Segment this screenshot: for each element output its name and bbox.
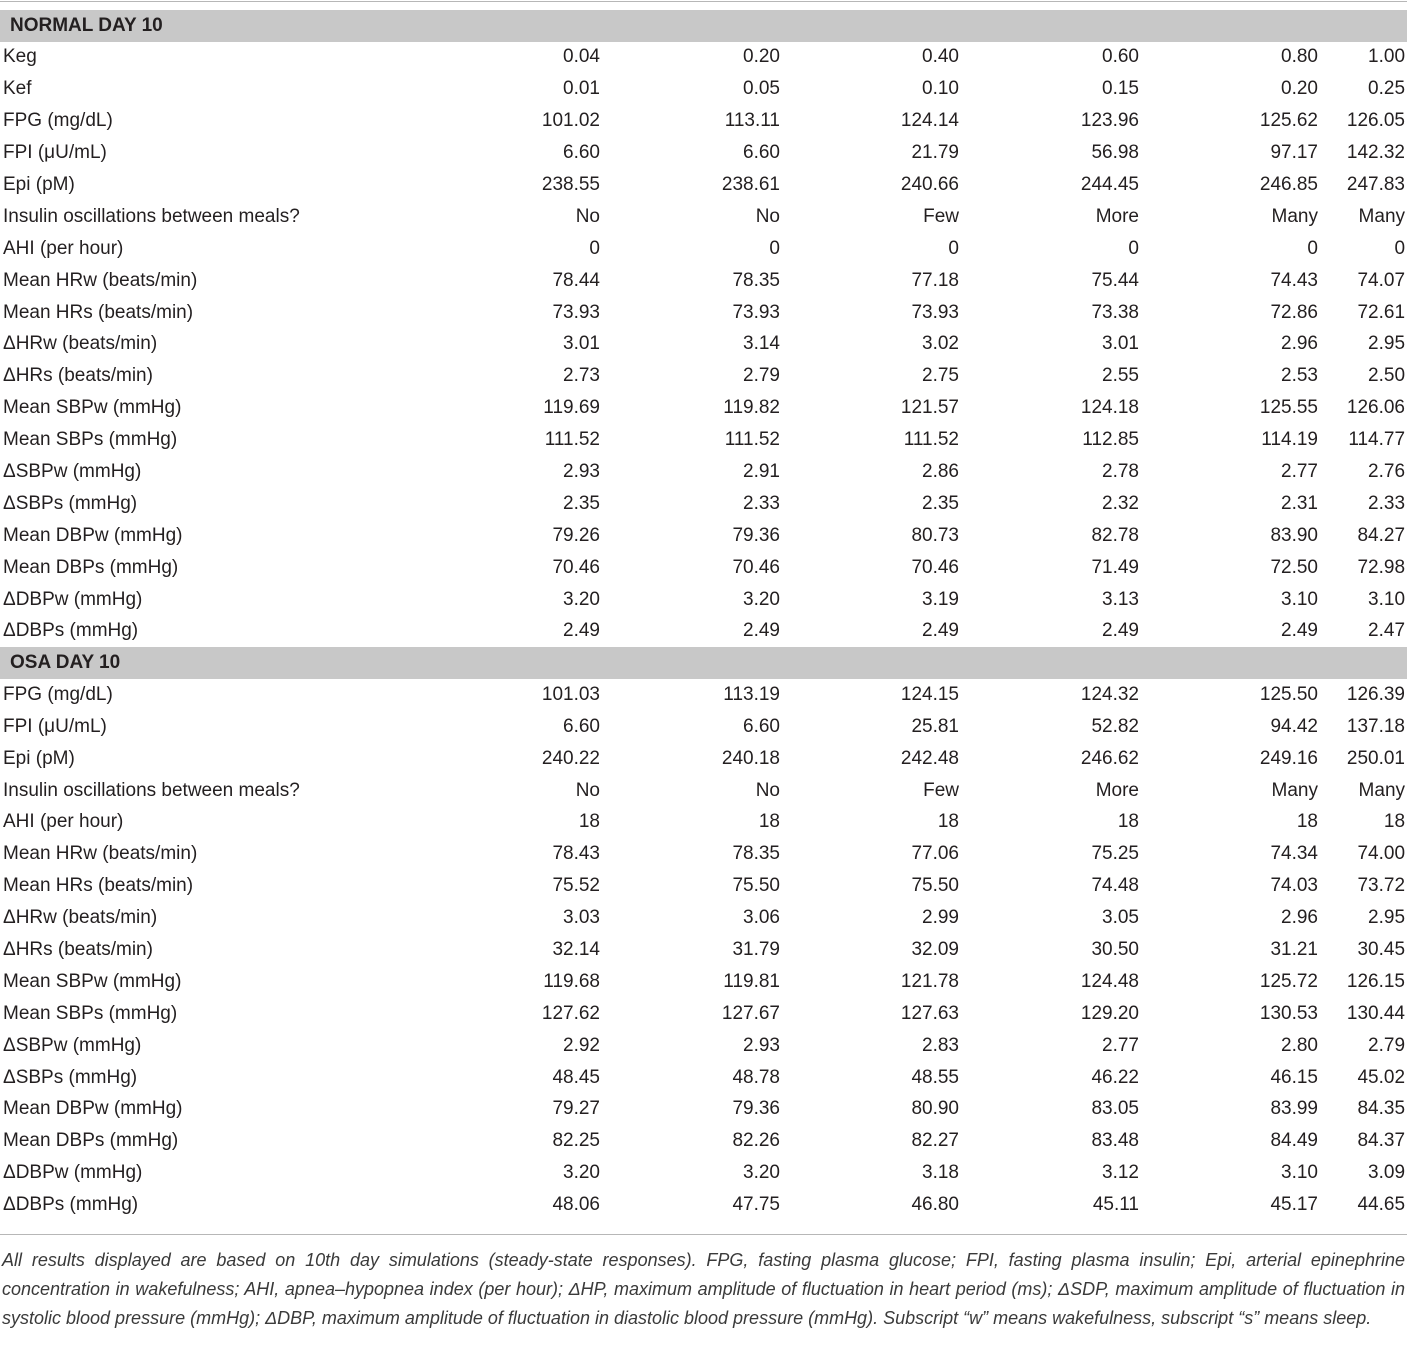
table-row — [0, 966, 1407, 998]
row-label: ΔSBPw (mmHg) — [3, 1034, 142, 1056]
table-cell: 112.85 — [1082, 429, 1139, 451]
table-cell: 124.14 — [900, 110, 959, 132]
table-cell: 3.01 — [563, 333, 600, 355]
row-label: ΔHRs (beats/min) — [3, 365, 153, 387]
row-label: ΔHRw (beats/min) — [3, 907, 158, 929]
table-row — [0, 392, 1407, 424]
table-cell: Many — [1358, 205, 1406, 227]
table-cell: 2.76 — [1368, 461, 1406, 483]
table-cell: 126.15 — [1346, 970, 1406, 992]
table-cell: 3.03 — [563, 907, 600, 929]
section-title: NORMAL DAY 10 — [0, 10, 1407, 42]
table-cell: 119.68 — [543, 970, 600, 992]
row-label: ΔDBPs (mmHg) — [3, 620, 139, 642]
table-cell: 46.80 — [911, 1194, 959, 1216]
table-cell: 240.22 — [541, 747, 600, 769]
table-cell: 125.50 — [1259, 683, 1318, 705]
table-cell: 2.75 — [922, 365, 959, 387]
table-cell: 3.10 — [1368, 588, 1406, 610]
table-cell: 111.52 — [724, 429, 780, 451]
table-cell: 123.96 — [1080, 110, 1139, 132]
table-cell: 247.83 — [1346, 174, 1406, 195]
table-cell: 2.49 — [743, 620, 780, 642]
table-cell: Few — [923, 779, 959, 801]
table-cell: 44.65 — [1357, 1194, 1406, 1216]
table-cell: 0.80 — [1281, 46, 1318, 68]
table-cell: 75.50 — [732, 875, 780, 897]
table-cell: 73.93 — [552, 301, 600, 323]
table-cell: 47.75 — [732, 1194, 780, 1216]
table-row — [0, 1125, 1407, 1157]
section-header-row — [0, 647, 1407, 679]
table-cell: 32.14 — [552, 938, 600, 960]
table-cell: 48.55 — [911, 1066, 959, 1088]
row-label: ΔSBPs (mmHg) — [3, 492, 138, 514]
table-cell: 0.01 — [563, 78, 600, 100]
table-cell: 46.22 — [1091, 1066, 1139, 1088]
table-row — [0, 1189, 1407, 1221]
table-row — [0, 998, 1407, 1030]
table-row — [0, 42, 1407, 74]
table-cell: No — [755, 779, 780, 801]
table-cell: 72.61 — [1357, 301, 1406, 323]
table-cell: 83.48 — [1091, 1130, 1139, 1152]
table-cell: 2.78 — [1102, 461, 1139, 483]
table-cell: No — [575, 205, 600, 227]
table-row — [0, 265, 1407, 297]
section-title: OSA DAY 10 — [0, 647, 1407, 679]
table-cell: 2.47 — [1368, 620, 1406, 642]
table-row — [0, 329, 1407, 361]
table-cell: 127.63 — [900, 1002, 959, 1024]
table-cell: 6.60 — [563, 715, 600, 737]
table-cell: 0.10 — [922, 78, 959, 100]
table-cell: No — [755, 205, 780, 227]
table-cell: 82.78 — [1091, 524, 1139, 546]
table-cell: 240.66 — [900, 174, 959, 195]
row-label: Insulin oscillations between meals? — [3, 779, 300, 801]
table-cell: 2.35 — [563, 492, 600, 514]
table-cell: 2.32 — [1102, 492, 1139, 514]
table-cell: 73.72 — [1357, 875, 1406, 897]
row-label: ΔDBPw (mmHg) — [3, 588, 143, 610]
row-label: Keg — [3, 46, 37, 68]
table-row — [0, 1030, 1407, 1062]
table-cell: 2.95 — [1368, 907, 1406, 929]
row-label: Mean DBPw (mmHg) — [3, 1098, 183, 1120]
row-label: ΔSBPs (mmHg) — [3, 1066, 138, 1088]
table-cell: 126.39 — [1346, 683, 1406, 705]
table-cell: 126.06 — [1346, 397, 1406, 419]
table-cell: 2.93 — [743, 1034, 780, 1056]
table-cell: 119.81 — [723, 970, 780, 992]
table-cell: 242.48 — [900, 747, 959, 769]
table-cell: 78.43 — [552, 843, 600, 865]
table-cell: 0 — [589, 237, 600, 259]
row-label: Mean SBPs (mmHg) — [3, 429, 178, 451]
row-label: Mean DBPs (mmHg) — [3, 1130, 179, 1152]
table-cell: 97.17 — [1270, 142, 1318, 164]
table-cell: 0.20 — [1281, 78, 1318, 100]
table-cell: 249.16 — [1259, 747, 1318, 769]
table-cell: 74.07 — [1357, 269, 1406, 291]
table-cell: 0.40 — [922, 46, 959, 68]
table-cell: 83.90 — [1270, 524, 1318, 546]
table-row — [0, 679, 1407, 711]
table-cell: 48.45 — [552, 1066, 600, 1088]
table-row — [0, 775, 1407, 807]
table-cell: 2.91 — [743, 461, 780, 483]
table-cell: 2.49 — [922, 620, 959, 642]
row-label: Insulin oscillations between meals? — [3, 205, 300, 227]
table-row — [0, 73, 1407, 105]
table-cell: 111.52 — [544, 429, 600, 451]
table-cell: 77.06 — [911, 843, 959, 865]
table-row — [0, 934, 1407, 966]
row-label: Epi (pM) — [3, 174, 75, 195]
table-cell: 2.99 — [922, 907, 959, 929]
table-cell: 83.99 — [1270, 1098, 1318, 1120]
table-cell: 79.36 — [732, 1098, 780, 1120]
table-cell: 2.53 — [1281, 365, 1318, 387]
table-cell: 124.15 — [900, 683, 959, 705]
table-cell: 45.17 — [1270, 1194, 1318, 1216]
table-cell: More — [1095, 779, 1139, 801]
table-row — [0, 616, 1407, 648]
table-cell: 3.20 — [743, 588, 780, 610]
table-row — [0, 201, 1407, 233]
table-cell: 114.77 — [1348, 429, 1406, 451]
table-body — [0, 10, 1407, 1221]
table-cell: 32.09 — [911, 938, 959, 960]
table-cell: 3.12 — [1102, 1162, 1139, 1184]
table-cell: 114.19 — [1261, 429, 1318, 451]
table-cell: 74.03 — [1270, 875, 1318, 897]
table-cell: 80.73 — [911, 524, 959, 546]
table-cell: 3.01 — [1102, 333, 1139, 355]
table-cell: 246.62 — [1080, 747, 1139, 769]
table-cell: 78.44 — [552, 269, 600, 291]
table-cell: 244.45 — [1080, 174, 1139, 195]
table-cell: 73.93 — [911, 301, 959, 323]
table-cell: 127.67 — [721, 1002, 780, 1024]
row-label: Mean HRw (beats/min) — [3, 269, 198, 291]
table-cell: 129.20 — [1080, 1002, 1139, 1024]
row-label: AHI (per hour) — [3, 237, 124, 259]
table-cell: 130.53 — [1259, 1002, 1318, 1024]
row-label: ΔDBPs (mmHg) — [3, 1194, 139, 1216]
table-cell: 77.18 — [911, 269, 959, 291]
table-cell: 45.11 — [1092, 1194, 1139, 1216]
row-label: Mean HRw (beats/min) — [3, 843, 198, 865]
table-cell: 48.78 — [732, 1066, 780, 1088]
table-cell: 3.20 — [743, 1162, 780, 1184]
table-cell: 142.32 — [1346, 142, 1406, 164]
table-cell: 119.82 — [723, 397, 780, 419]
table-cell: 48.06 — [552, 1194, 600, 1216]
table-cell: 21.79 — [911, 142, 959, 164]
table-cell: 73.93 — [732, 301, 780, 323]
table-cell: 74.48 — [1091, 875, 1139, 897]
table-cell: 1.00 — [1368, 46, 1406, 68]
table-cell: 3.09 — [1368, 1162, 1406, 1184]
table-row — [0, 711, 1407, 743]
table-cell: 3.02 — [922, 333, 959, 355]
row-label: Mean DBPs (mmHg) — [3, 556, 179, 578]
row-label: Mean SBPw (mmHg) — [3, 970, 182, 992]
table-cell: 72.86 — [1270, 301, 1318, 323]
table-row — [0, 105, 1407, 137]
table-row — [0, 1062, 1407, 1094]
table-cell: 18 — [1383, 811, 1406, 833]
section-header-row — [0, 10, 1407, 42]
row-label: AHI (per hour) — [3, 811, 124, 833]
table-row — [0, 488, 1407, 520]
table-cell: 70.46 — [911, 556, 959, 578]
table-cell: 46.15 — [1270, 1066, 1318, 1088]
table-cell: 126.05 — [1346, 110, 1406, 132]
table-cell: 79.26 — [552, 524, 600, 546]
table-row — [0, 870, 1407, 902]
row-label: FPG (mg/dL) — [3, 683, 113, 705]
table-cell: 3.10 — [1281, 588, 1318, 610]
table-cell: 2.77 — [1102, 1034, 1139, 1056]
table-cell: 101.03 — [541, 683, 600, 705]
table-cell: 127.62 — [541, 1002, 600, 1024]
table-cell: 2.35 — [922, 492, 959, 514]
table-row — [0, 456, 1407, 488]
table-cell: 124.18 — [1080, 397, 1139, 419]
table-row — [0, 743, 1407, 775]
table-cell: 31.21 — [1270, 938, 1318, 960]
table-cell: 121.57 — [900, 397, 959, 419]
table-row — [0, 806, 1407, 838]
table-cell: 70.46 — [552, 556, 600, 578]
table-cell: 3.05 — [1102, 907, 1139, 929]
table-cell: 3.20 — [563, 1162, 600, 1184]
bottom-rule — [0, 1234, 1407, 1235]
table-cell: 75.25 — [1091, 843, 1139, 865]
table-cell: 246.85 — [1259, 174, 1318, 195]
row-label: FPG (mg/dL) — [3, 110, 113, 132]
table-cell: 3.10 — [1281, 1162, 1318, 1184]
table-row — [0, 297, 1407, 329]
table-cell: 18 — [758, 811, 780, 833]
table-cell: 30.45 — [1357, 938, 1406, 960]
table-cell: 2.80 — [1281, 1034, 1318, 1056]
table-row — [0, 552, 1407, 584]
table-cell: 2.79 — [743, 365, 780, 387]
table-cell: 6.60 — [563, 142, 600, 164]
row-label: Epi (pM) — [3, 747, 75, 769]
table-cell: 84.27 — [1357, 524, 1406, 546]
table-cell: Many — [1271, 205, 1318, 227]
table-cell: 78.35 — [732, 269, 780, 291]
table-cell: 2.33 — [743, 492, 780, 514]
row-label: ΔSBPw (mmHg) — [3, 461, 142, 483]
table-cell: 3.13 — [1102, 588, 1139, 610]
table-cell: 2.31 — [1281, 492, 1318, 514]
table-cell: 25.81 — [911, 715, 959, 737]
table-row — [0, 902, 1407, 934]
table-cell: 2.49 — [1102, 620, 1139, 642]
table-cell: 101.02 — [541, 110, 600, 132]
table-cell: 130.44 — [1346, 1002, 1406, 1024]
table-cell: 0.04 — [563, 46, 600, 68]
row-label: Kef — [3, 78, 32, 100]
table-cell: 79.36 — [732, 524, 780, 546]
table-cell: 111.52 — [903, 429, 959, 451]
table-cell: 94.42 — [1270, 715, 1318, 737]
table-row — [0, 838, 1407, 870]
table-cell: 83.05 — [1091, 1098, 1139, 1120]
table-cell: 30.50 — [1091, 938, 1139, 960]
table-cell: 72.50 — [1270, 556, 1318, 578]
table-cell: 31.79 — [732, 938, 780, 960]
table-cell: 79.27 — [552, 1098, 600, 1120]
row-label: Mean HRs (beats/min) — [3, 301, 194, 323]
table-cell: 84.35 — [1357, 1098, 1406, 1120]
table-cell: 2.96 — [1281, 333, 1318, 355]
row-label: FPI (μU/mL) — [3, 142, 107, 164]
results-table — [0, 10, 1407, 1221]
table-cell: 73.38 — [1091, 301, 1139, 323]
table-cell: 240.18 — [721, 747, 780, 769]
table-cell: 2.93 — [563, 461, 600, 483]
table-cell: 82.25 — [552, 1130, 600, 1152]
table-cell: 0.20 — [743, 46, 780, 68]
table-cell: 2.92 — [563, 1034, 600, 1056]
row-label: Mean HRs (beats/min) — [3, 875, 194, 897]
table-cell: 0 — [1307, 237, 1318, 259]
table-cell: 52.82 — [1091, 715, 1139, 737]
table-cell: 2.50 — [1368, 365, 1406, 387]
table-row — [0, 584, 1407, 616]
table-cell: 18 — [937, 811, 959, 833]
table-row — [0, 233, 1407, 265]
table-cell: 2.96 — [1281, 907, 1318, 929]
table-cell: 2.33 — [1368, 492, 1406, 514]
table-cell: 75.52 — [552, 875, 600, 897]
table-cell: 2.49 — [1281, 620, 1318, 642]
table-cell: 84.37 — [1357, 1130, 1406, 1152]
table-cell: 6.60 — [743, 142, 780, 164]
table-cell: 0.15 — [1102, 78, 1139, 100]
table-row — [0, 1157, 1407, 1189]
table-cell: 3.06 — [743, 907, 780, 929]
table-cell: No — [575, 779, 600, 801]
row-label: Mean SBPs (mmHg) — [3, 1002, 178, 1024]
table-cell: 0.60 — [1102, 46, 1139, 68]
table-cell: 2.77 — [1281, 461, 1318, 483]
row-label: FPI (μU/mL) — [3, 715, 107, 737]
table-cell: 70.46 — [732, 556, 780, 578]
table-cell: 72.98 — [1357, 556, 1406, 578]
table-cell: 125.55 — [1259, 397, 1318, 419]
table-cell: 0 — [769, 237, 780, 259]
table-cell: 124.48 — [1080, 970, 1139, 992]
table-cell: 113.19 — [723, 683, 780, 705]
table-cell: 80.90 — [911, 1098, 959, 1120]
table-cell: 0 — [948, 237, 959, 259]
table-cell: 121.78 — [900, 970, 959, 992]
table-cell: 18 — [578, 811, 600, 833]
table-cell: 3.14 — [743, 333, 780, 355]
table-cell: 75.44 — [1091, 269, 1139, 291]
table-cell: 84.49 — [1270, 1130, 1318, 1152]
table-cell: 74.43 — [1270, 269, 1318, 291]
table-cell: 113.11 — [724, 110, 780, 132]
table-cell: Few — [923, 205, 959, 227]
table-cell: 71.49 — [1091, 556, 1139, 578]
table-cell: More — [1095, 205, 1139, 227]
table-row — [0, 137, 1407, 169]
table-row — [0, 424, 1407, 456]
table-cell: 3.18 — [922, 1162, 959, 1184]
table-row — [0, 1094, 1407, 1126]
table-row — [0, 360, 1407, 392]
row-label: Mean DBPw (mmHg) — [3, 524, 183, 546]
table-cell: Many — [1358, 779, 1406, 801]
table-cell: 2.55 — [1102, 365, 1139, 387]
table-row — [0, 169, 1407, 201]
table-cell: 124.32 — [1080, 683, 1139, 705]
table-cell: 6.60 — [743, 715, 780, 737]
table-cell: 2.79 — [1368, 1034, 1406, 1056]
table-cell: 2.95 — [1368, 333, 1406, 355]
table-cell: 238.55 — [541, 174, 600, 195]
table-cell: 74.34 — [1270, 843, 1318, 865]
row-label: ΔHRw (beats/min) — [3, 333, 158, 355]
table-cell: 56.98 — [1091, 142, 1139, 164]
table-cell: 3.19 — [922, 588, 959, 610]
table-cell: 2.83 — [922, 1034, 959, 1056]
row-label: ΔDBPw (mmHg) — [3, 1162, 143, 1184]
table-row — [0, 520, 1407, 552]
table-footnote: All results displayed are based on 10th day simulations (steady-state responses). FPG, fasting plasma glucose; FPI, fasting plasma insulin; Epi, arterial epinephrine concentration in wakefulness; AHI, apnea–hypopnea index (per hour); ΔHP, maximum amplitude of fluctuation in heart period (ms); ΔSDP, maximum amplitude of fluctuation in systolic blood pressure (mmHg); ΔDBP, maximum amplitude of fluctuation in diastolic blood pressure (mmHg). Subscript “w” means wakefulness, subscript “s” means sleep. — [2, 1250, 1405, 1328]
table-cell: 18 — [1117, 811, 1139, 833]
table-cell: 78.35 — [732, 843, 780, 865]
top-rule — [0, 1, 1407, 2]
table-cell: 125.72 — [1259, 970, 1318, 992]
table-cell: 82.27 — [911, 1130, 959, 1152]
table-cell: 18 — [1296, 811, 1318, 833]
table-cell: 2.49 — [563, 620, 600, 642]
table-cell: 137.18 — [1346, 715, 1406, 737]
table-cell: 2.86 — [922, 461, 959, 483]
table-cell: 45.02 — [1357, 1066, 1406, 1088]
table-cell: 238.61 — [721, 174, 780, 195]
table-cell: 250.01 — [1346, 747, 1406, 769]
row-label: ΔHRs (beats/min) — [3, 938, 153, 960]
table-cell: 75.50 — [911, 875, 959, 897]
table-cell: 3.20 — [563, 588, 600, 610]
table-cell: 0.25 — [1368, 78, 1406, 100]
table-cell: 0.05 — [743, 78, 780, 100]
table-cell: 82.26 — [732, 1130, 780, 1152]
table-cell: Many — [1271, 779, 1318, 801]
table-cell: 0 — [1128, 237, 1139, 259]
table-cell: 0 — [1394, 237, 1406, 259]
table-cell: 2.73 — [563, 365, 600, 387]
table-cell: 119.69 — [543, 397, 600, 419]
table-cell: 74.00 — [1357, 843, 1406, 865]
row-label: Mean SBPw (mmHg) — [3, 397, 182, 419]
table-cell: 125.62 — [1259, 110, 1318, 132]
